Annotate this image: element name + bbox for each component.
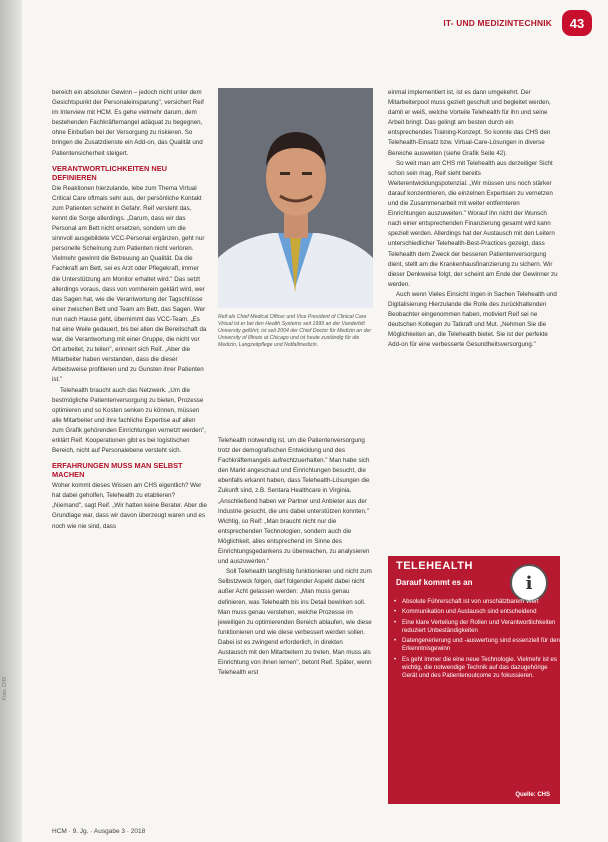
- column-1: [52, 88, 207, 532]
- paragraph: Die Reaktionen hierzulande, lebe zum Thema Virtual Critical Care oftmals sehr aus, der persönliche Kontakt zum Patienten scheint in Gefahr. Reif versteht das, kennt die Sorge allerdings. „Darum, dass wir das Personal am Bett nicht ersetzen, sondern um die sinnvoll ausgebildete VCC-Personal ergänzen, geht nur personelle Scheinung zum Patienten nicht verloren. Vielmehr gewinnt die Betreuung an Qualität. Da die Fachkraft am Bett, sei es Arzt oder Pflegekraft, immer die Unterstützung am Monitor erhaltet wird." Das setzt allerdings voraus, dass von vornherein geklärt wird, wer das Sagen hat, wie die Verantwortung der Tagschlüsse einer zwischen Bett und Team am Bett, das Sagen. Wer nun nach Hause geht, übernimmt das VCC-Team. „Es hat eine Weile gedauert, bis bei allen die Bereitschaft da war, die Verantwortung mit einer Gruppe, die nicht vor Ort arbeitet, zu teilen", erinnert sich Reif. „Aber die Mitarbeiter haben verstanden, dass die dieser Arbeitsweise profitieren und zu Gunsten ihrer Patienten ist.": [52, 184, 207, 384]
- list-item: • Es geht immer die eine neue Technologie. Vielmehr ist es wichtig, die notwendige Technik auf das dazugehörige Gerät und des Patientenoutcome zu fokussieren.: [402, 656, 562, 681]
- info-box: [388, 556, 560, 804]
- page-spine: [0, 0, 22, 842]
- paragraph: Telehealth braucht auch das Netzwerk. „Um die bestmögliche Patientenversorgung zu bieten, Prozesse optimieren und so Kosten senken zu können, müssen alle Mitarbeiter und ihre fachliche Expertise auf allen zum Grafik gehörenden Einrichtungen vernetzt werden", erklärt Reif. Kooperationen gibt es bei logistischen Bereich, nicht auf Personalebene versteht sich.: [52, 386, 206, 455]
- photo-caption: Reif als Chief Medical Officer und Vice President of Clinical Care Virtual ist er bei den Health Systems seit 1999 an der Vanderbilt University geführt, ist seit 2004 der Chief Doctor für Medizin an der University of Illinois at Chicago und ist heute zuständig für die Medizin, Langzeitpflege und Notfallmedizin.: [218, 314, 372, 348]
- info-box-title: TELEHEALTH: [396, 560, 473, 572]
- paragraph: Auch wenn Vieles Einsicht Ingen in Sachen Telehealth und Digitalisierung Hierzulande die Rolle des zurückhaltenden Beobachter eingenommen haben, motiviert Reif sei ne deutschen Kollegen zu Tatkraft und Mut. „Nehmen Sie die Möglichkeiten an, die Telehealth bietet. Sie ist der perfekte Add-on für eine verbesserte Gesundheitsversorgung.": [388, 290, 557, 349]
- page-number-badge: 43: [562, 10, 592, 36]
- list-item: • Kommunikation und Austausch sind entscheidend: [402, 608, 562, 616]
- page-footer: HCM · 9. Jg. · Ausgabe 3 · 2018: [52, 828, 146, 835]
- column-2: [218, 436, 373, 678]
- photo-credit: Foto: CHS: [2, 676, 8, 700]
- list-item: • Eine klare Verteilung der Rollen und Verantwortlichkeiten reduziert Unbeständigkeiten: [402, 619, 562, 636]
- column-3: [388, 88, 558, 350]
- info-list: [392, 598, 562, 683]
- info-icon: i: [510, 564, 548, 602]
- paragraph: So weit man am CHS mit Telehealth aus derzeitiger Sicht schon sein mag, Reif sieht bereits Weiterentwicklungspotenzial. „Wir müssen uns noch stärker darauf konzentrieren, die einzelnen Expertisen zu vernetzen und die Zusammenarbeit mit weiter entfernteren Einrichtungen auszuweiten." Worauf ihn nicht der Wunsch nach einer entsprechenden Finanzierung gesamt wird kann speziell werden. Allerdings hat der Austausch mit den Leitern unterschiedlicher Telehealth-Best-Practices gezeigt, dass Telehealth dem Zweck der besseren Patientenversorgung dient, stellt am die Krankenhausfinanzierung zu sichern. Wir dieser Denkweise folgt, der scheint am Ende der Gewinner zu werden.: [388, 159, 558, 288]
- info-source: Quelle: CHS: [515, 792, 550, 798]
- paragraph: Soll Telehealth langfristig funktionieren und nicht zum Selbstzweck folgen, darf folgender Aspekt dabei nicht außer Acht gelassen werden: „Man muss genau definieren, was Telehealth bis ins Detail bewirken soll. Man muss genau verstehen, welche Prozesse im jeweiligen zu optimierenden Bereich ablaufen, wie diese funktionieren und wie diese verbessert werden sollen. Dabei ist es zwingend erforderlich, in direkten Austausch mit den Mitarbeitern zu treten. Man muss als Einrichtung von ihnen lernen", betont Reif. Später, wenn Telehealth erst: [218, 568, 372, 677]
- paragraph: Woher kommt dieses Wissen am CHS eigentlich? Wer hat dabei geholfen, Telehealth zu etablieren? „Niemand", sagt Reif. „Wir hatten keine Berater. Aber die Grundlage war, dass wir davon überzeugt waren und es noch wie nie sind, dass: [52, 482, 207, 530]
- paragraph: Telehealth notwendig ist, um die Patientenversorgung trotz der demografischen Entwicklung und des Fachkräftemangels aufrechtzuerhalten." Man habe sich den Markt angeschaut und Einrichtungen besucht, die ebenfalls erkannt haben, dass Telehealth-Lösungen die Zukunft sind, z.B. Sentara Healthcare in Virginia. „Anschließend haben wir Partner und Anbieter aus der Industrie gesucht, die uns dabei unterstützen konnten." Wichtig, so Reif: „Man braucht nicht nur die entsprechenden Technologien, sondern auch die Möglichkeit, alles entsprechend im Sinne des Einrichtungsgedankens zu überwachen, zu analysieren und auszuwerten.": [218, 437, 370, 566]
- subheading: ERFAHRUNGEN MUSS MAN SELBST MACHEN: [52, 461, 183, 480]
- list-item: • Absolute Führerschaft ist von unschätzbarem Wert: [402, 598, 562, 606]
- info-box-subtitle: Darauf kommt es an: [396, 578, 473, 587]
- subheading: VERANTWORTLICHKEITEN NEU DEFINIEREN: [52, 163, 167, 182]
- paragraph: bereich ein absoluter Gewinn – jedoch nicht unter dem Gesichtspunkt der Personaleinsparung", versichert Reif im Interview mit HCM. Es gehe vielmehr darum, dem bestehenden Fachkräftemangel adäquat zu begegnen, ohne Einbußen bei der Versorgung zu riskieren. So bringen die Zusatzdienste ein Add-on, das Qualität und Patientensicherheit steigert.: [52, 89, 204, 157]
- portrait-photo: [218, 88, 373, 308]
- paragraph: einmal implementiert ist, ist es dann umgekehrt. Der Mitarbeiterpool muss gezielt geschult und begleitet werden, damit er weiß, welche Vorteile Telehealth für ihn und seine Arbeit bringt. Das gelingt am besten durch ein entsprechendes Training-Konzept. So konnte das CHS den Telehealth-Einsatz bzw. Virtual-Care-Lösungen in diverse Bereiche ausweiten (siehe Grafik Seite 42).: [388, 89, 551, 157]
- list-item: • Datengenerierung und -auswertung sind essenziell für den Erkenntnisgewinn: [402, 637, 562, 654]
- section-label: IT- UND MEDIZINTECHNIK: [443, 18, 552, 28]
- portrait-illustration: [218, 88, 373, 308]
